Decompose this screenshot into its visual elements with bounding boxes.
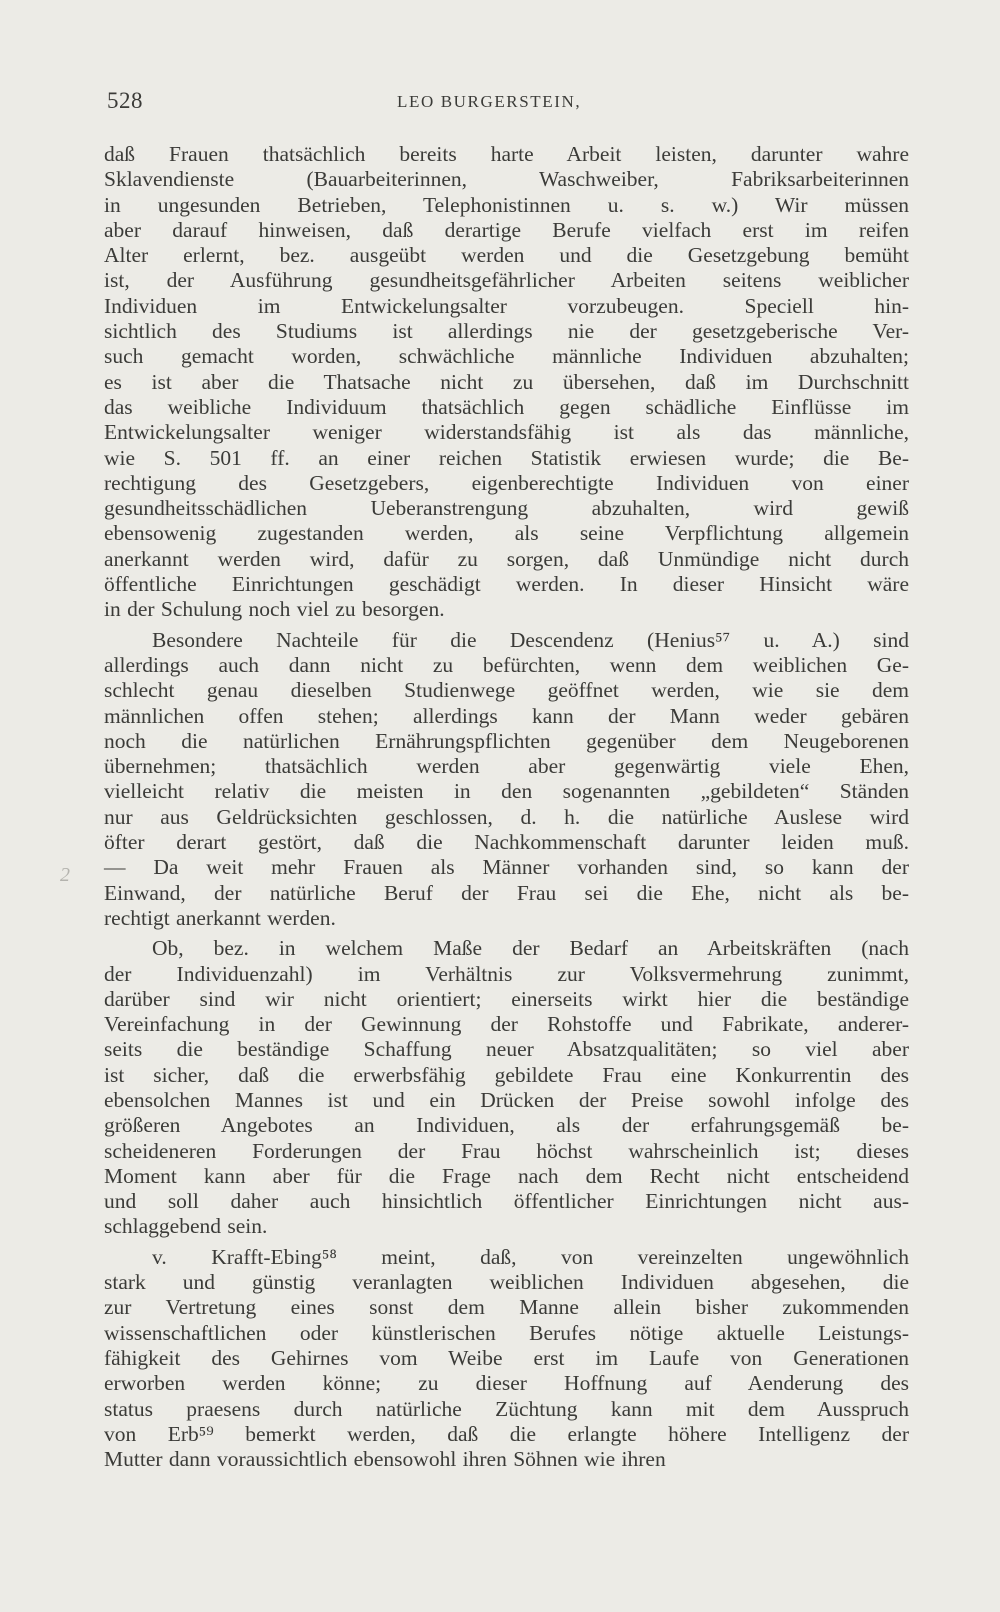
text-line: übernehmen; thatsächlich werden aber gegenwärtig viele Ehen, [104,754,909,779]
text-line: darüber sind wir nicht orientiert; einerseits wirkt hier die beständige [104,986,909,1011]
text-line: vielleicht relativ die meisten in den sogenannten „gebildeten“ Ständen [104,779,909,804]
text-line: von Erb⁵⁹ bemerkt werden, daß die erlangte höhere Intelligenz der [104,1421,909,1446]
text-line: in der Schulung noch viel zu besorgen. [104,597,445,622]
text-line: Ob, bez. in welchem Maße der Bedarf an Arbeitskräften (nach [152,936,909,961]
text-line: schlaggebend sein. [104,1214,268,1239]
text-line: Entwickelungsalter weniger widerstandsfähig ist als das männliche, [104,420,909,445]
text-line: anerkannt werden wird, dafür zu sorgen, daß Unmündige nicht durch [104,546,909,571]
text-line: daß Frauen thatsächlich bereits harte Arbeit leisten, darunter wahre [104,142,909,166]
text-line: es ist aber die Thatsache nicht zu übersehen, daß im Durchschnitt [104,369,909,394]
text-line: ebensowenig zugestanden werden, als seine Verpflichtung allgemein [104,521,909,546]
text-line: ist, der Ausführung gesundheitsgefährlicher Arbeiten seitens weiblicher [104,268,909,293]
text-line: allerdings auch dann nicht zu befürchten, wenn dem weiblichen Ge- [104,652,909,677]
text-line: der Individuenzahl) im Verhältnis zur Volksvermehrung zunimmt, [104,961,909,986]
text-line: v. Krafft-Ebing⁵⁸ meint, daß, von vereinzelten ungewöhnlich [152,1244,909,1269]
paragraph [104,628,909,932]
text-line: Alter erlernt, bez. ausgeübt werden und die Gesetzgebung bemüht [104,243,909,268]
text-line: öfter derart gestört, daß die Nachkommenschaft darunter leiden muß. [104,830,909,855]
text-line: Besondere Nachteile für die Descendenz (Henius⁵⁷ u. A.) sind [152,627,909,652]
text-line: das weibliche Individuum thatsächlich gegen schädliche Einflüsse im [104,394,909,419]
text-line: gesundheitsschädlichen Ueberanstrengung abzuhalten, wird gewiß [104,496,909,521]
text-line: noch die natürlichen Ernährungspflichten gegenüber dem Neugeborenen [104,728,909,753]
text-line: Einwand, der natürliche Beruf der Frau sei die Ehe, nicht als be- [104,880,909,905]
text-line: Mutter dann voraussichtlich ebensowohl ihren Söhnen wie ihren [104,1447,666,1472]
page-header [107,88,907,118]
text-line: such gemacht worden, schwächliche männliche Individuen abzuhalten; [104,344,909,369]
text-line: und soll daher auch hinsichtlich öffentlicher Einrichtungen nicht aus- [104,1189,909,1214]
paragraph [104,142,909,623]
running-head: LEO BURGERSTEIN, [397,92,582,111]
text-line: rechtigung des Gesetzgebers, eigenberechtigte Individuen von einer [104,470,909,495]
text-line: schlecht genau dieselben Studienwege geöffnet werden, wie sie dem [104,678,909,703]
text-line: öffentliche Einrichtungen geschädigt werden. In dieser Hinsicht wäre [104,572,909,597]
text-line: stark und günstig veranlagten weiblichen Individuen abgesehen, die [104,1270,909,1295]
text-line: rechtigt anerkannt werden. [104,905,336,930]
text-line: Sklavendienste (Bauarbeiterinnen, Waschweiber, Fabriksarbeiterinnen [104,167,909,192]
text-line: fähigkeit des Gehirnes vom Weibe erst im Laufe von Generationen [104,1345,909,1370]
text-line: ebensolchen Mannes ist und ein Drücken der Preise sowohl infolge des [104,1087,909,1112]
text-line: ist sicher, daß die erwerbsfähig gebildete Frau eine Konkurrentin des [104,1062,909,1087]
text-line: größeren Angebotes an Individuen, als der erfahrungsgemäß be- [104,1113,909,1138]
text-line: erworben werden könne; zu dieser Hoffnung auf Aenderung des [104,1371,909,1396]
text-line: nur aus Geldrücksichten geschlossen, d. h. die natürliche Auslese wird [104,804,909,829]
body-text [104,142,909,1472]
text-line: aber darauf hinweisen, daß derartige Berufe vielfach erst im reifen [104,217,909,242]
page-number: 528 [107,88,143,113]
text-line: seits die beständige Schaffung neuer Absatzqualitäten; so viel aber [104,1037,909,1062]
paragraph [104,1245,909,1473]
text-line: männlichen offen stehen; allerdings kann der Mann weder gebären [104,703,909,728]
text-line: scheideneren Forderungen der Frau höchst wahrscheinlich ist; dieses [104,1138,909,1163]
text-line: wissenschaftlichen oder künstlerischen Berufes nötige aktuelle Leistungs- [104,1320,909,1345]
margin-mark: 2 [60,864,70,886]
text-line: Vereinfachung in der Gewinnung der Rohstoffe und Fabrikate, anderer- [104,1012,909,1037]
text-line: in ungesunden Betrieben, Telephonistinnen u. s. w.) Wir müssen [104,192,909,217]
text-line: wie S. 501 ff. an einer reichen Statistik erwiesen wurde; die Be- [104,445,909,470]
text-line: Moment kann aber für die Frage nach dem Recht nicht entscheidend [104,1163,909,1188]
text-line: — Da weit mehr Frauen als Männer vorhanden sind, so kann der [104,855,909,880]
text-line: Individuen im Entwickelungsalter vorzubeugen. Speciell hin- [104,293,909,318]
text-line: status praesens durch natürliche Züchtung kann mit dem Ausspruch [104,1396,909,1421]
text-line: sichtlich des Studiums ist allerdings nie der gesetzgeberische Ver- [104,319,909,344]
paragraph [104,936,909,1240]
text-line: zur Vertretung eines sonst dem Manne allein bisher zukommenden [104,1295,909,1320]
